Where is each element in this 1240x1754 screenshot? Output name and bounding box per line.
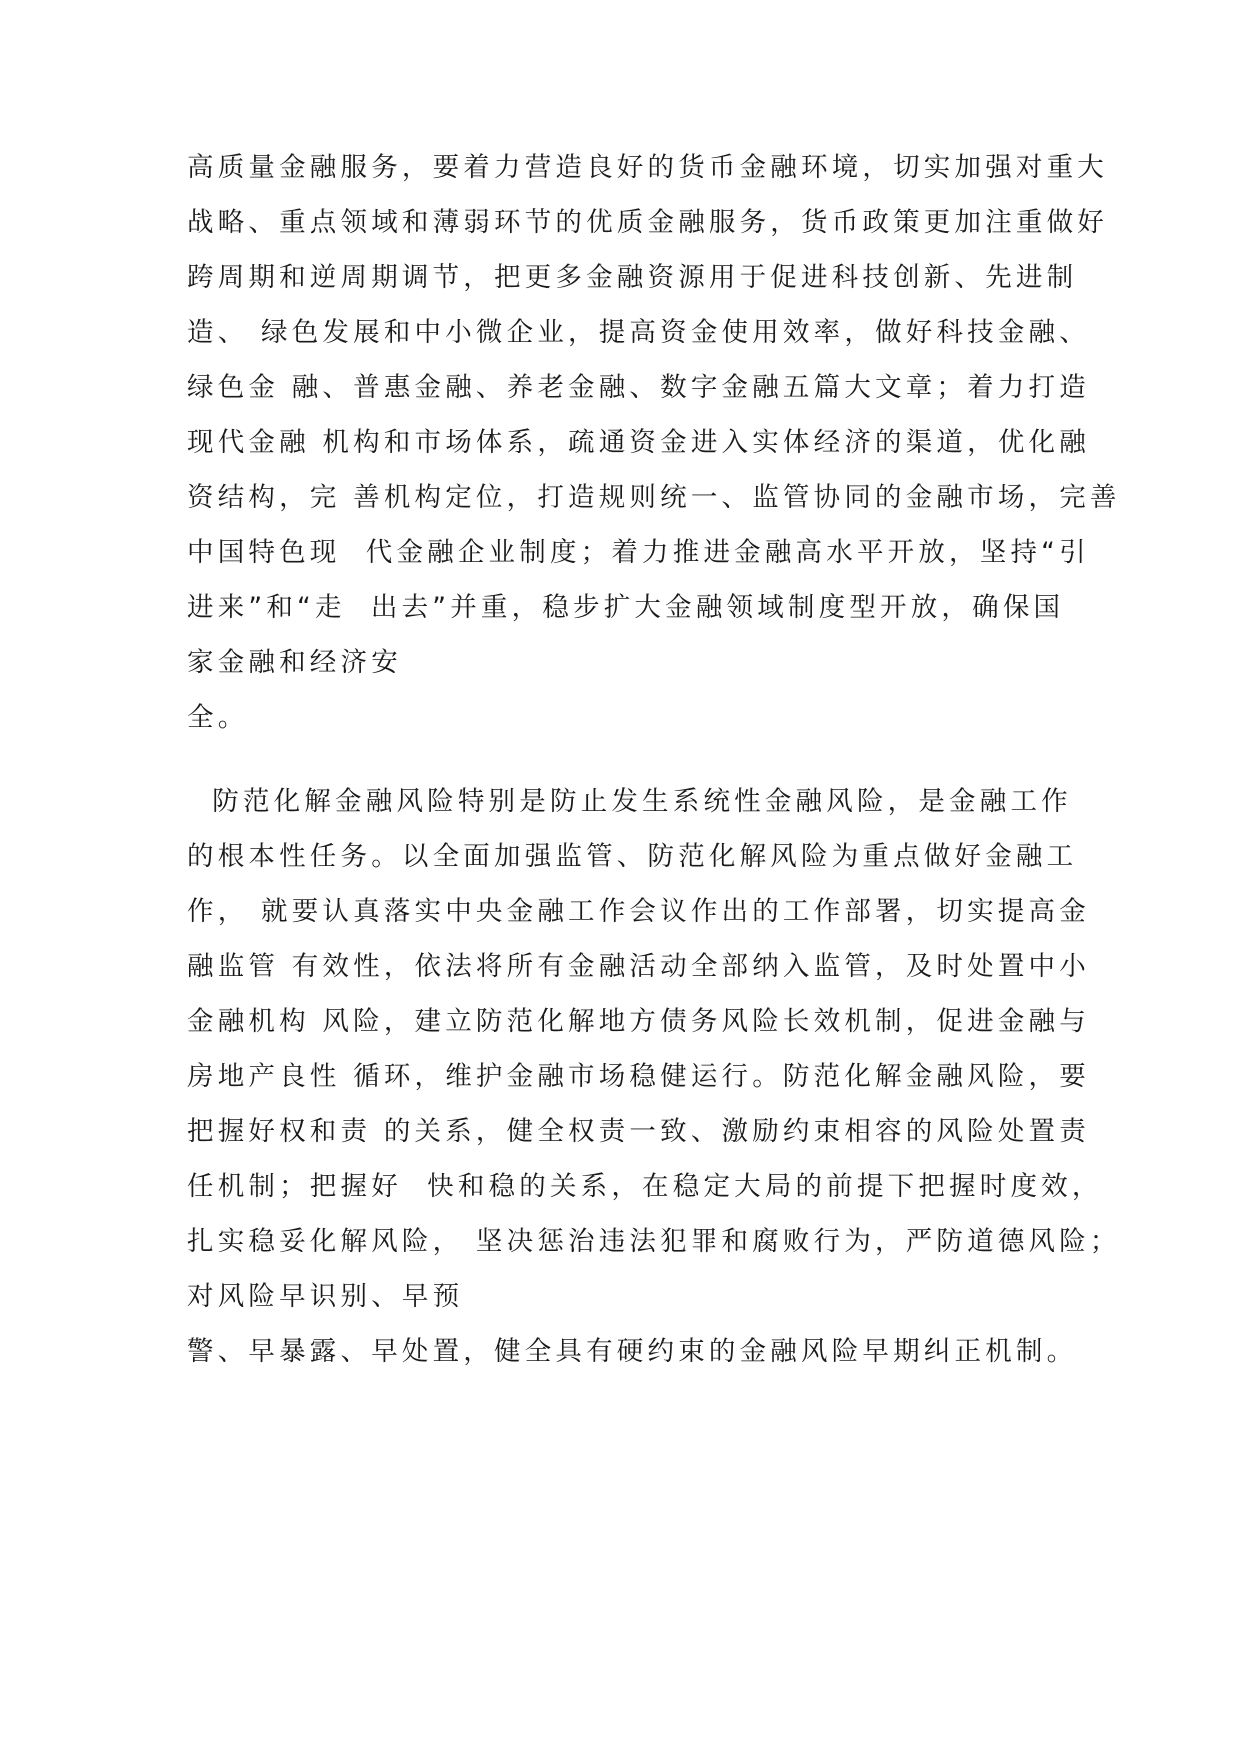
paragraph-1-line: 战略、重点领域和薄弱环节的优质金融服务，货币政策更加注重做好 bbox=[187, 207, 1108, 238]
paragraph-1-line: 绿色金 融、普惠金融、养老金融、数字金融五篇大文章；着力打造 bbox=[187, 372, 1090, 403]
paragraph-1-line: 全。 bbox=[187, 702, 249, 733]
paragraph-1-line: 造、 绿色发展和中小微企业，提高资金使用效率，做好科技金融、 bbox=[187, 317, 1090, 348]
paragraph-2-line: 融监管 有效性，依法将所有金融活动全部纳入监管，及时处置中小 bbox=[187, 951, 1090, 982]
paragraph-2-line: 对风险早识别、早预 bbox=[187, 1281, 464, 1312]
paragraph-1-line: 进来”和“走 出去”并重，稳步扩大金融领域制度型开放，确保国 bbox=[187, 592, 1065, 623]
paragraph-1-line: 跨周期和逆周期调节，把更多金融资源用于促进科技创新、先进制 bbox=[187, 262, 1078, 293]
paragraph-2-line: 的根本性任务。以全面加强监管、防范化解风险为重点做好金融工 bbox=[187, 841, 1078, 872]
paragraph-2-line: 警、早暴露、早处置，健全具有硬约束的金融风险早期纠正机制。 bbox=[187, 1336, 1078, 1367]
paragraph-2-line: 把握好权和责 的关系，健全权责一致、激励约束相容的风险处置责 bbox=[187, 1116, 1090, 1147]
paragraph-1-line: 高质量金融服务，要着力营造良好的货币金融环境，切实加强对重大 bbox=[187, 152, 1108, 183]
paragraph-2-line: 扎实稳妥化解风险， 坚决惩治违法犯罪和腐败行为，严防道德风险； bbox=[187, 1226, 1121, 1257]
paragraph-1-line: 资结构，完 善机构定位，打造规则统一、监管协同的金融市场，完善 bbox=[187, 482, 1121, 513]
paragraph-2-line: 任机制；把握好 快和稳的关系，在稳定大局的前提下把握时度效， bbox=[187, 1171, 1103, 1202]
paragraph-1-line: 现代金融 机构和市场体系，疏通资金进入实体经济的渠道，优化融 bbox=[187, 427, 1090, 458]
paragraph-1-line: 家金融和经济安 bbox=[187, 647, 402, 678]
paragraph-2-line: 作， 就要认真落实中央金融工作会议作出的工作部署，切实提高金 bbox=[187, 896, 1090, 927]
paragraph-1-line: 中国特色现 代金融企业制度；着力推进金融高水平开放，坚持“引 bbox=[187, 537, 1090, 568]
paragraph-2-line: 金融机构 风险，建立防范化解地方债务风险长效机制，促进金融与 bbox=[187, 1006, 1090, 1037]
paragraph-2-line: 房地产良性 循环，维护金融市场稳健运行。防范化解金融风险，要 bbox=[187, 1061, 1090, 1092]
paragraph-2-line: 防范化解金融风险特别是防止发生系统性金融风险，是金融工作 bbox=[187, 786, 1072, 817]
